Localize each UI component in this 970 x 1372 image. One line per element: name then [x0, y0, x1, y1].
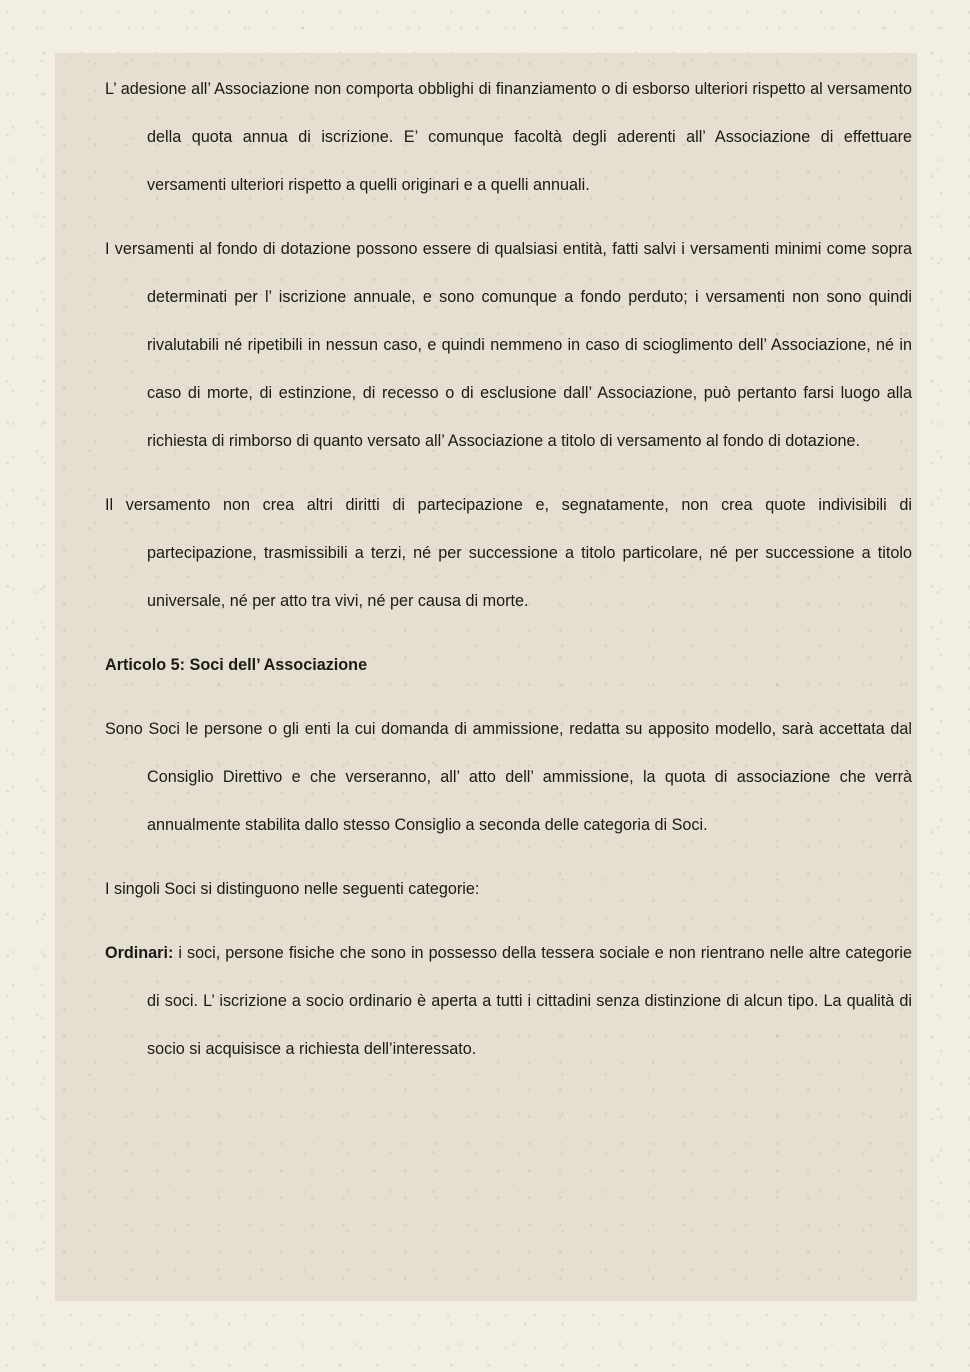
paragraph-soci-ammissione: Sono Soci le persone o gli enti la cui domanda di ammissione, redatta su apposito modello, sarà accettata dal Consiglio Direttivo e che verseranno, all’ atto dell’ ammissione, la quota di associazione che verrà annualmente stabilita dallo stesso Consiglio a seconda delle categoria di Soci. — [105, 720, 912, 834]
ordinari-text: i soci, persone fisiche che sono in possesso della tessera sociale e non rientrano nelle altre categorie di soci. L’ iscrizione a socio ordinario è aperta a tutti i cittadini senza distinzione di alcun tipo. La qualità di socio si acquisisce a richiesta dell’interessato. — [147, 944, 912, 1058]
ordinari-label: Ordinari: — [105, 944, 174, 962]
paragraph-categorie-intro: I singoli Soci si distinguono nelle seguenti categorie: — [105, 880, 480, 898]
paragraph-adesione: L’ adesione all’ Associazione non comporta obblighi di finanziamento o di esborso ulteriori rispetto al versamento della quota annua di iscrizione. E’ comunque facoltà degli aderenti all’ Associazione di effettuare versamenti ulteriori rispetto a quelli originari e a quelli annuali. — [105, 80, 912, 194]
paragraph-diritti-partecipazione: Il versamento non crea altri diritti di partecipazione e, segnatamente, non crea quote indivisibili di partecipazione, trasmissibili a terzi, né per successione a titolo particolare, né per successione a titolo universale, né per atto tra vivi, né per causa di morte. — [105, 496, 912, 610]
document-body — [105, 65, 912, 1073]
heading-articolo-5: Articolo 5: Soci dell’ Associazione — [105, 656, 368, 674]
paragraph-versamenti-fondo: I versamenti al fondo di dotazione possono essere di qualsiasi entità, fatti salvi i versamenti minimi come sopra determinati per l’ iscrizione annuale, e sono comunque a fondo perduto; i versamenti non sono quindi rivalutabili né ripetibili in nessun caso, e quindi nemmeno in caso di scioglimento dell’ Associazione, né in caso di morte, di estinzione, di recesso o di esclusione dall’ Associazione, può pertanto farsi luogo alla richiesta di rimborso di quanto versato all’ Associazione a titolo di versamento al fondo di dotazione. — [105, 240, 912, 450]
paragraph-ordinari — [105, 929, 912, 1073]
